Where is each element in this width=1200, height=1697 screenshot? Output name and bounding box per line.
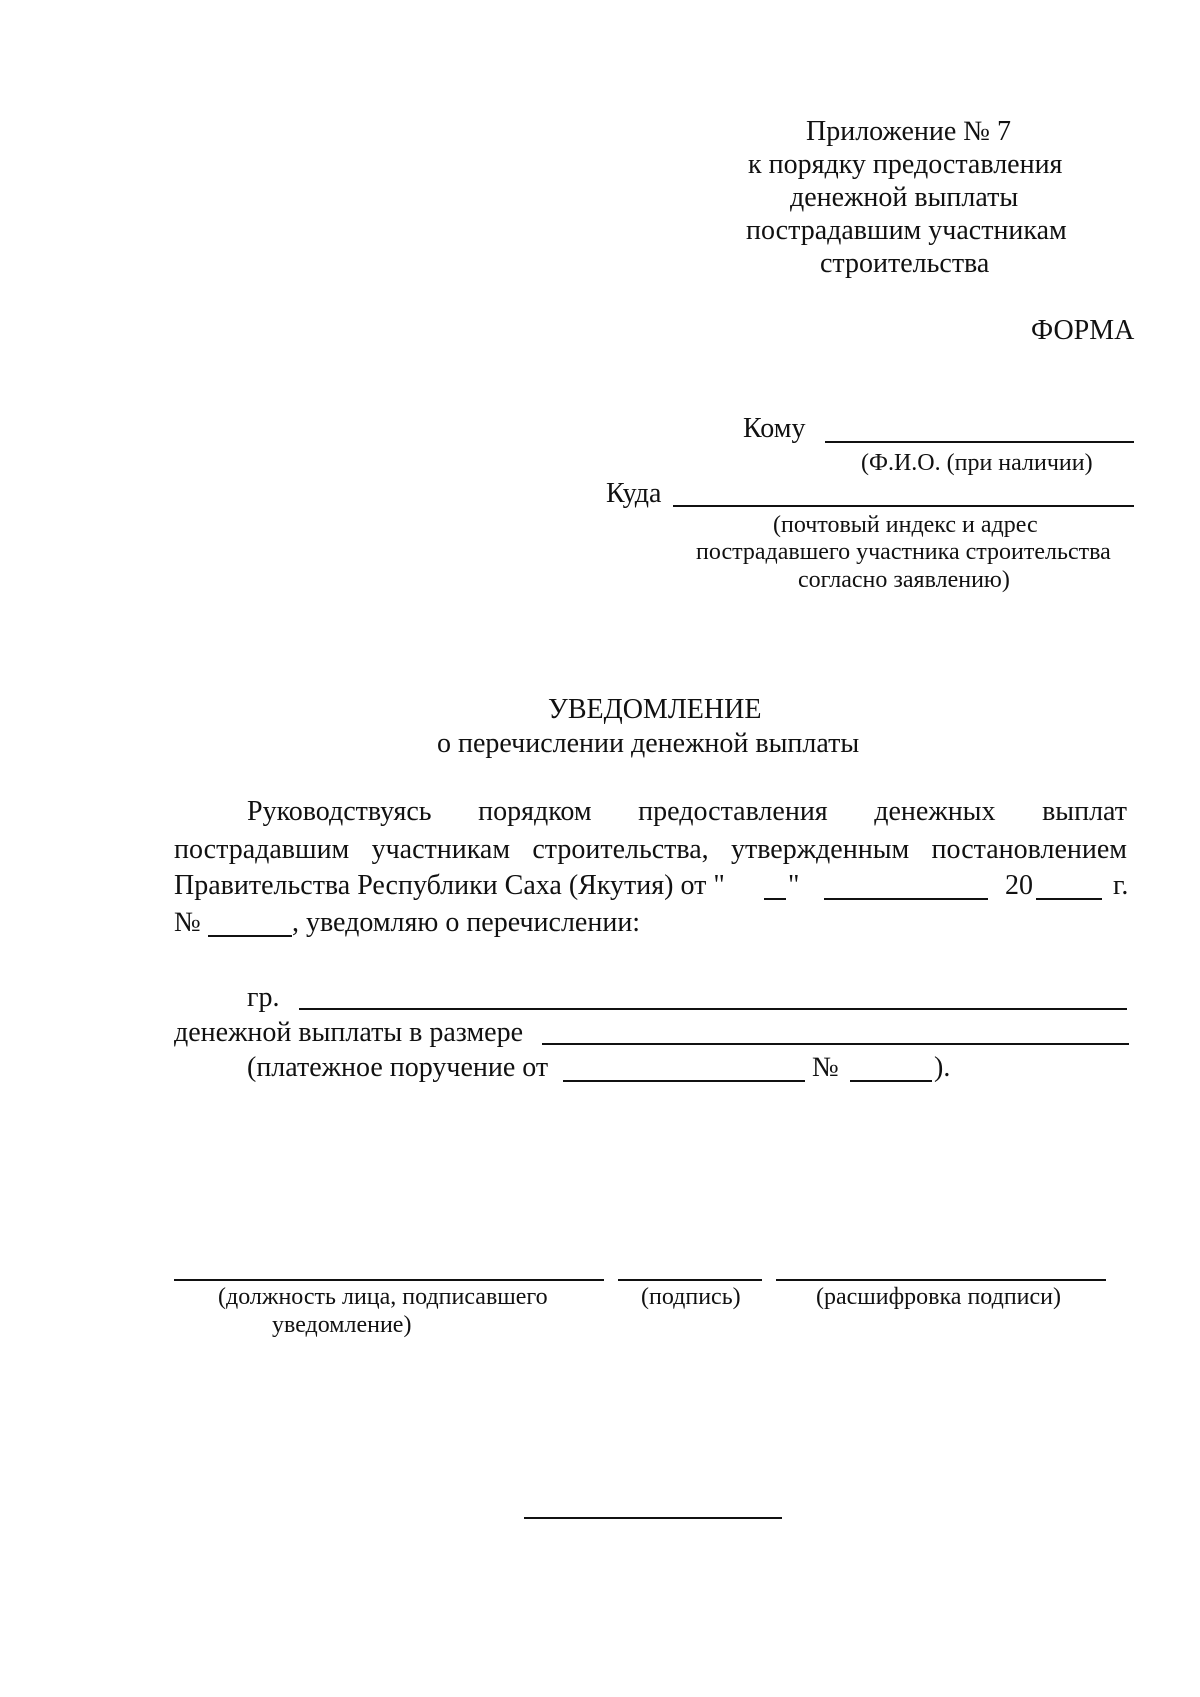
citizen-label: гр. [247, 982, 280, 1013]
year-suffix: г. [1113, 870, 1129, 901]
day-field-line[interactable] [764, 898, 786, 900]
payment-date-field-line[interactable] [563, 1080, 805, 1082]
position-hint: (должность лица, подписавшего [218, 1284, 548, 1310]
to-field-line[interactable] [825, 441, 1134, 443]
document-title: УВЕДОМЛЕНИЕ [548, 694, 762, 725]
number-sign: № [174, 907, 201, 938]
where-field-line[interactable] [673, 505, 1134, 507]
form-label: ФОРМА [1031, 315, 1135, 346]
appendix-line: к порядку предоставления [748, 149, 1063, 180]
amount-field-line[interactable] [542, 1043, 1129, 1045]
position-field-line[interactable] [174, 1279, 604, 1281]
signature-field-line[interactable] [618, 1279, 762, 1281]
paragraph-line: Руководствуясь порядком предоставления денежных выплат [247, 796, 1127, 827]
month-field-line[interactable] [824, 898, 988, 900]
amount-label: денежной выплаты в размере [174, 1017, 524, 1048]
to-label: Кому [743, 413, 806, 444]
document-subtitle: о перечислении денежной выплаты [437, 728, 860, 759]
paragraph-line-4-end: , уведомляю о перечислении: [292, 907, 641, 938]
payment-number-field-line[interactable] [850, 1080, 932, 1082]
payment-number-sign: № [812, 1052, 839, 1083]
where-hint: пострадавшего участника строительства [696, 539, 1111, 565]
payment-close: ). [934, 1052, 951, 1083]
where-hint: (почтовый индекс и адрес [773, 512, 1038, 538]
citizen-field-line[interactable] [299, 1008, 1127, 1010]
payment-order-label: (платежное поручение от [247, 1052, 549, 1083]
year-prefix: 20 [1005, 870, 1033, 901]
signature-decode-field-line[interactable] [776, 1279, 1106, 1281]
signature-decode-hint: (расшифровка подписи) [816, 1284, 1061, 1310]
appendix-line: строительства [820, 248, 990, 279]
paragraph-line-3-start: Правительства Республики Саха (Якутия) от " [174, 870, 725, 901]
position-hint: уведомление) [272, 1312, 412, 1338]
signature-hint: (подпись) [641, 1284, 741, 1310]
bottom-separator-line [524, 1517, 782, 1519]
where-label: Куда [606, 478, 662, 509]
paragraph-line: пострадавшим участникам строительства, утвержденным постановлением [174, 834, 1127, 865]
to-hint: (Ф.И.О. (при наличии) [861, 450, 1093, 476]
resolution-number-field-line[interactable] [208, 935, 292, 937]
quote-close: " [788, 870, 800, 901]
year-field-line[interactable] [1036, 898, 1102, 900]
appendix-title: Приложение № 7 [806, 116, 1011, 147]
appendix-line: денежной выплаты [790, 182, 1019, 213]
appendix-line: пострадавшим участникам [746, 215, 1067, 246]
where-hint: согласно заявлению) [798, 567, 1010, 593]
